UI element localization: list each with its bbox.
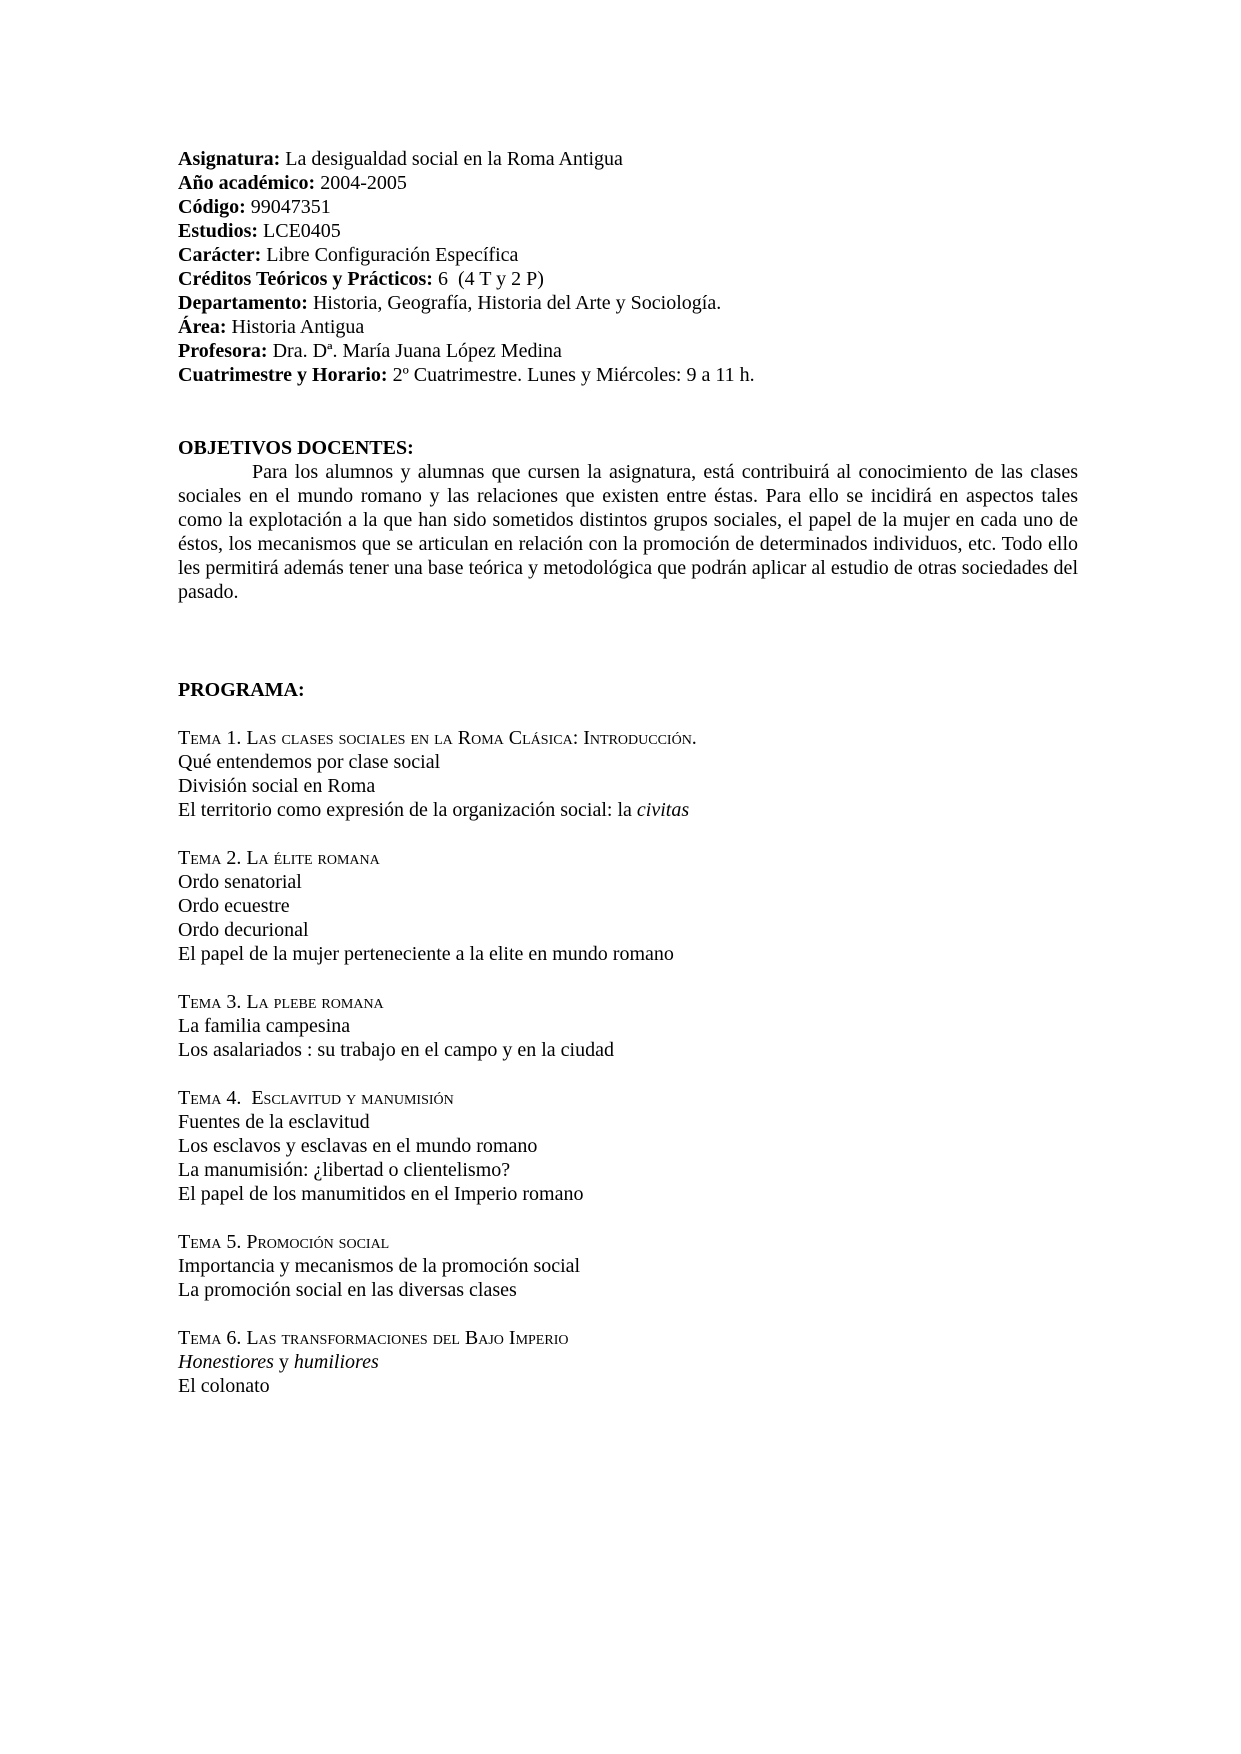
tema-item: Los esclavos y esclavas en el mundo romano xyxy=(178,1135,538,1157)
objetivos-section xyxy=(178,436,1078,604)
tema-item: El colonato xyxy=(178,1375,270,1397)
tema-item: Importancia y mecanismos de la promoción social xyxy=(178,1255,581,1277)
info-value: 99047351 xyxy=(245,196,331,218)
tema-item: División social en Roma xyxy=(178,775,376,797)
tema-title: Tema 5. Promoción social xyxy=(178,1231,390,1253)
programa-heading: PROGRAMA: xyxy=(178,679,305,701)
tema-item-text: y xyxy=(273,1351,294,1373)
tema-item xyxy=(178,798,697,822)
tema-item: Los asalariados : su trabajo en el campo y en la ciudad xyxy=(178,1039,614,1061)
tema-item: La promoción social en las diversas clases xyxy=(178,1279,517,1301)
info-row-caracter xyxy=(178,243,755,267)
tema-title: Tema 1. Las clases sociales en la Roma Clásica: Introducción. xyxy=(178,727,697,749)
info-label: Créditos Teóricos y Prácticos: xyxy=(178,268,433,290)
tema-item: Ordo senatorial xyxy=(178,871,302,893)
info-row-estudios xyxy=(178,219,755,243)
info-value: 2º Cuatrimestre. Lunes y Miércoles: 9 a 11 h. xyxy=(387,364,755,386)
info-label: Año académico: xyxy=(178,172,316,194)
info-row-asignatura xyxy=(178,147,755,171)
info-label: Departamento: xyxy=(178,292,308,314)
tema-1 xyxy=(178,726,697,822)
info-label: Estudios: xyxy=(178,220,259,242)
tema-item: El papel de los manumitidos en el Imperio romano xyxy=(178,1183,584,1205)
tema-title: Tema 4. Esclavitud y manumisión xyxy=(178,1087,454,1109)
tema-3 xyxy=(178,990,614,1062)
info-label: Profesora: xyxy=(178,340,268,362)
tema-2 xyxy=(178,846,674,966)
tema-item-italic: humiliores xyxy=(293,1351,379,1373)
info-row-ano-academico xyxy=(178,171,755,195)
tema-title: Tema 3. La plebe romana xyxy=(178,991,384,1013)
tema-item: Qué entendemos por clase social xyxy=(178,751,441,773)
tema-item: La familia campesina xyxy=(178,1015,351,1037)
objetivos-text: Para los alumnos y alumnas que cursen la asignatura, está contribuirá al conocimiento de las clases sociales en el mundo romano y las relaciones que existen entre éstas. Para ello se incidirá en aspectos tales como la explotación a la que han sido sometidos distintos grupos sociales, el papel de la mujer en cada uno de éstos, los mecanismos que se articulan en relación con la promoción de determinados individuos, etc. Todo ello les permitirá además tener una base teórica y metodológica que podrán aplicar al estudio de otras sociedades del pasado. xyxy=(178,461,1078,603)
info-value: Historia Antigua xyxy=(226,316,365,338)
tema-item: Ordo decurional xyxy=(178,919,309,941)
tema-title: Tema 2. La élite romana xyxy=(178,847,380,869)
info-row-codigo xyxy=(178,195,755,219)
info-row-cuatrimestre xyxy=(178,363,755,387)
tema-item-italic: Honestiores xyxy=(178,1351,274,1373)
tema-item: La manumisión: ¿libertad o clientelismo? xyxy=(178,1159,511,1181)
info-label: Cuatrimestre y Horario: xyxy=(178,364,388,386)
objetivos-heading: OBJETIVOS DOCENTES: xyxy=(178,437,414,459)
info-label: Carácter: xyxy=(178,244,262,266)
objetivos-paragraph xyxy=(178,460,1078,604)
info-row-creditos xyxy=(178,267,755,291)
info-row-departamento xyxy=(178,291,755,315)
info-value: 6 (4 T y 2 P) xyxy=(432,268,544,290)
tema-title: Tema 6. Las transformaciones del Bajo Imperio xyxy=(178,1327,569,1349)
info-value: Libre Configuración Específica xyxy=(261,244,519,266)
info-label: Asignatura: xyxy=(178,148,281,170)
info-value: Historia, Geografía, Historia del Arte y Sociología. xyxy=(307,292,722,314)
tema-6 xyxy=(178,1326,568,1398)
tema-item-text: El territorio como expresión de la organización social: la xyxy=(178,799,637,821)
info-row-area xyxy=(178,315,755,339)
tema-4 xyxy=(178,1086,583,1206)
info-label: Código: xyxy=(178,196,246,218)
info-value: LCE0405 xyxy=(258,220,341,242)
tema-5 xyxy=(178,1230,580,1302)
course-info xyxy=(178,147,755,387)
info-row-profesora xyxy=(178,339,755,363)
info-value: 2004-2005 xyxy=(315,172,407,194)
tema-item: El papel de la mujer perteneciente a la elite en mundo romano xyxy=(178,943,674,965)
tema-item: Ordo ecuestre xyxy=(178,895,290,917)
info-value: La desigualdad social en la Roma Antigua xyxy=(280,148,623,170)
tema-item xyxy=(178,1350,568,1374)
tema-item: Fuentes de la esclavitud xyxy=(178,1111,370,1133)
tema-item-italic: civitas xyxy=(636,799,690,821)
info-value: Dra. Dª. María Juana López Medina xyxy=(267,340,562,362)
info-label: Área: xyxy=(178,316,227,338)
